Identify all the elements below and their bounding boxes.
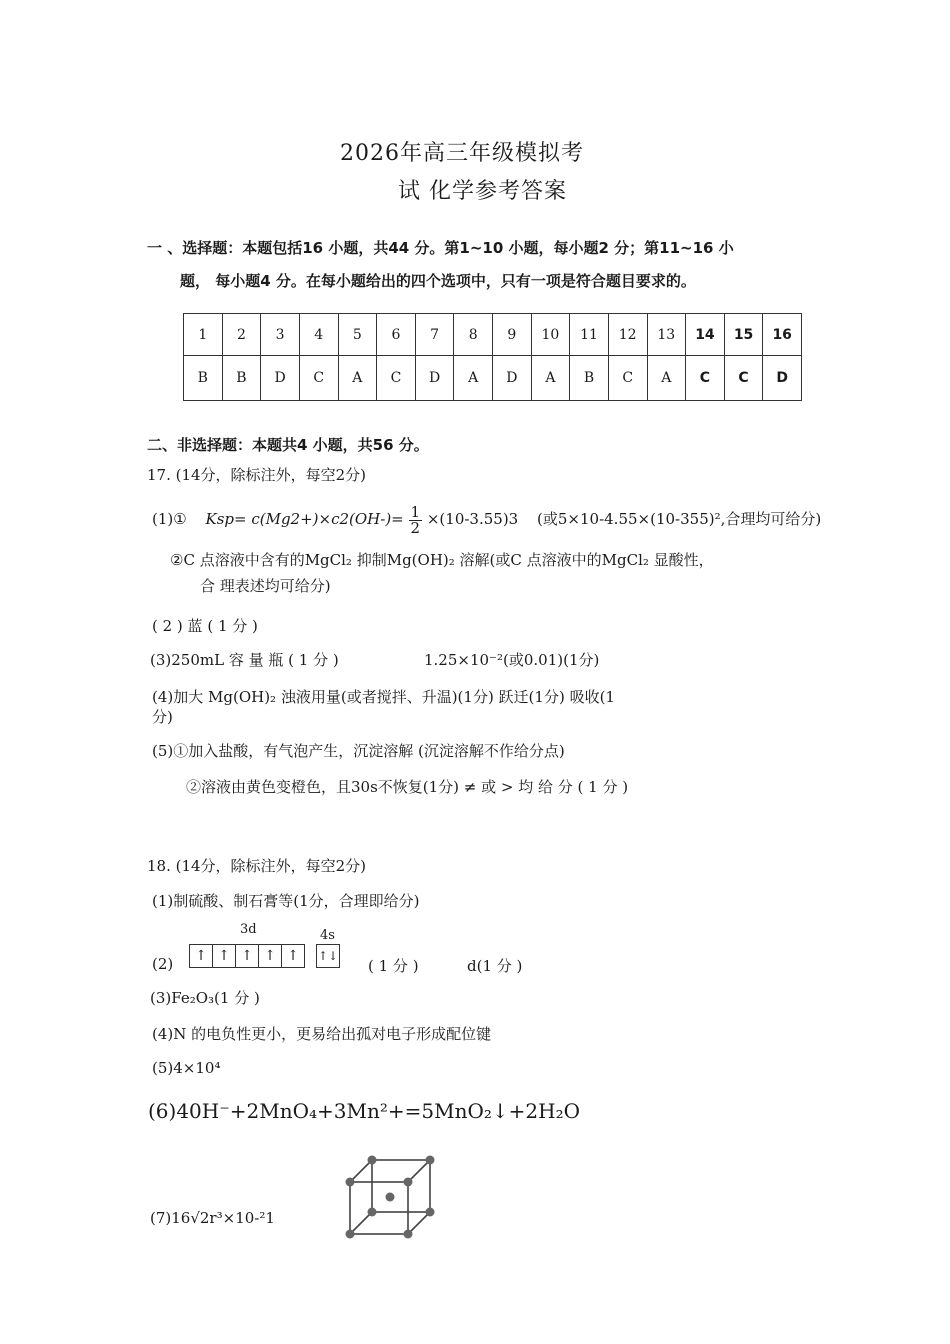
answer-cell: D — [261, 356, 300, 401]
answer-cell: C — [299, 356, 338, 401]
question-number: 14 — [686, 314, 725, 356]
answer-cell: A — [531, 356, 570, 401]
corner-atom — [426, 1156, 435, 1165]
question-number: 9 — [493, 314, 532, 356]
q18-part7: (7)16√2r³×10-²1 — [150, 1209, 275, 1227]
q17-part2: ( 2 ) 蓝 ( 1 分 ) — [152, 617, 258, 635]
orbital-3d-box: ↑ — [235, 944, 258, 968]
answer-cell: B — [222, 356, 261, 401]
corner-atom — [368, 1156, 377, 1165]
orbital-3d-box: ↑ — [189, 944, 212, 968]
q17-part1-2-line2: 合 理表述均可给分) — [200, 577, 331, 595]
orbital-4s-diagram — [316, 944, 340, 968]
question-number: 4 — [299, 314, 338, 356]
fraction-numerator: 1 — [410, 502, 421, 521]
answer-cell: C — [377, 356, 416, 401]
q18-part4: (4)N 的电负性更小，更易给出孤对电子形成配位键 — [152, 1025, 492, 1043]
question-number: 6 — [377, 314, 416, 356]
question-number: 5 — [338, 314, 377, 356]
q18-part2-score: ( 1 分 ) — [368, 957, 419, 975]
answer-table-answer-row — [184, 356, 802, 401]
answer-cell: B — [184, 356, 223, 401]
answer-table-number-row — [184, 314, 802, 356]
orbital-3d-box: ↑ — [258, 944, 281, 968]
center-atom — [386, 1193, 395, 1202]
corner-atom — [368, 1208, 377, 1217]
answer-cell: A — [338, 356, 377, 401]
question-number: 1 — [184, 314, 223, 356]
q18-part6-equation: (6)40H⁻+2MnO₄+3Mn²+=5MnO₂↓+2H₂O — [148, 1099, 581, 1123]
q17-part5-2: ②溶液由黄色变橙色，且30s不恢复(1分) ≠ 或 > 均 给 分 ( 1 分 ) — [186, 778, 629, 796]
corner-atom — [346, 1230, 355, 1239]
fraction-denominator: 2 — [410, 518, 421, 537]
answer-cell: D — [493, 356, 532, 401]
question-number: 10 — [531, 314, 570, 356]
orbital-3d-box: ↑ — [212, 944, 235, 968]
q18-part2-prefix: (2) — [152, 955, 174, 973]
section2-title: 二、非选择题：本题共4 小题，共56 分。 — [147, 436, 429, 454]
corner-atom — [404, 1178, 413, 1187]
q18-part2-block: d(1 分 ) — [467, 957, 523, 975]
answer-cell: C — [724, 356, 763, 401]
section1-intro-line1: 一 、选择题：本题包括16 小题，共44 分。第1~10 小题，每小题2 分；第11~16 小 — [147, 239, 734, 257]
section1-intro-line2: 题， 每小题4 分。在每小题给出的四个选项中，只有一项是符合题目要求的。 — [180, 272, 696, 290]
answer-cell: C — [686, 356, 725, 401]
question-number: 12 — [608, 314, 647, 356]
answer-cell: D — [763, 356, 802, 401]
q18-part3: (3)Fe₂O₃(1 分 ) — [150, 989, 260, 1007]
answer-table — [183, 313, 802, 401]
answer-cell: C — [608, 356, 647, 401]
corner-atom — [426, 1208, 435, 1217]
q18-part5: (5)4×10⁴ — [152, 1059, 221, 1077]
q18-part1: (1)制硫酸、制石膏等(1分，合理即给分) — [152, 892, 420, 910]
orbital-4s-label: 4s — [320, 928, 335, 943]
exam-title: 2026年高三年级模拟考 — [340, 141, 584, 166]
q17-part1-2-line1: ②C 点溶液中含有的MgCl₂ 抑制Mg(OH)₂ 溶解(或C 点溶液中的MgCl₂ 显酸性， — [170, 551, 714, 569]
crystal-cell-diagram — [340, 1150, 440, 1240]
orbital-3d-diagram — [189, 944, 305, 968]
answer-cell: B — [570, 356, 609, 401]
orbital-3d-box: ↑ — [281, 944, 305, 968]
question-number: 8 — [454, 314, 493, 356]
q17-fraction — [409, 502, 423, 537]
q17-part1-alt: (或5×10-4.55×(10-355)²,合理均可给分) — [537, 510, 822, 528]
exam-subtitle: 试 化学参考答案 — [398, 179, 567, 204]
q17-part4-line2: 分) — [152, 708, 173, 726]
question-number: 2 — [222, 314, 261, 356]
answer-cell: D — [415, 356, 454, 401]
q17-ksp-formula-lead: Ksp= c(Mg2+)×c2(OH-)= — [205, 510, 404, 528]
q18-header: 18. (14分，除标注外，每空2分) — [147, 857, 366, 875]
answer-cell: A — [647, 356, 686, 401]
q17-part4-line1: (4)加大 Mg(OH)₂ 浊液用量(或者搅拌、升温)(1分) 跃迁(1分) 吸收(1 — [152, 688, 615, 706]
q17-part1-prefix: (1)① — [152, 510, 187, 528]
q17-header: 17. (14分，除标注外，每空2分) — [147, 466, 366, 484]
q17-part3-a: (3)250mL 容 量 瓶 ( 1 分 ) — [150, 651, 339, 669]
q17-part1-line — [152, 494, 821, 544]
question-number: 7 — [415, 314, 454, 356]
question-number: 16 — [763, 314, 802, 356]
q17-part3-b: 1.25×10⁻²(或0.01)(1分) — [424, 651, 600, 669]
question-number: 11 — [570, 314, 609, 356]
q17-ksp-formula-tail: ×(10-3.55)3 — [426, 510, 519, 528]
question-number: 13 — [647, 314, 686, 356]
question-number: 15 — [724, 314, 763, 356]
corner-atom — [346, 1178, 355, 1187]
question-number: 3 — [261, 314, 300, 356]
q17-part5-1: (5)①加入盐酸，有气泡产生，沉淀溶解 (沉淀溶解不作给分点) — [152, 742, 565, 760]
orbital-4s-box: ↑↓ — [316, 944, 340, 968]
orbital-3d-label: 3d — [240, 922, 257, 937]
corner-atom — [404, 1230, 413, 1239]
answer-cell: A — [454, 356, 493, 401]
